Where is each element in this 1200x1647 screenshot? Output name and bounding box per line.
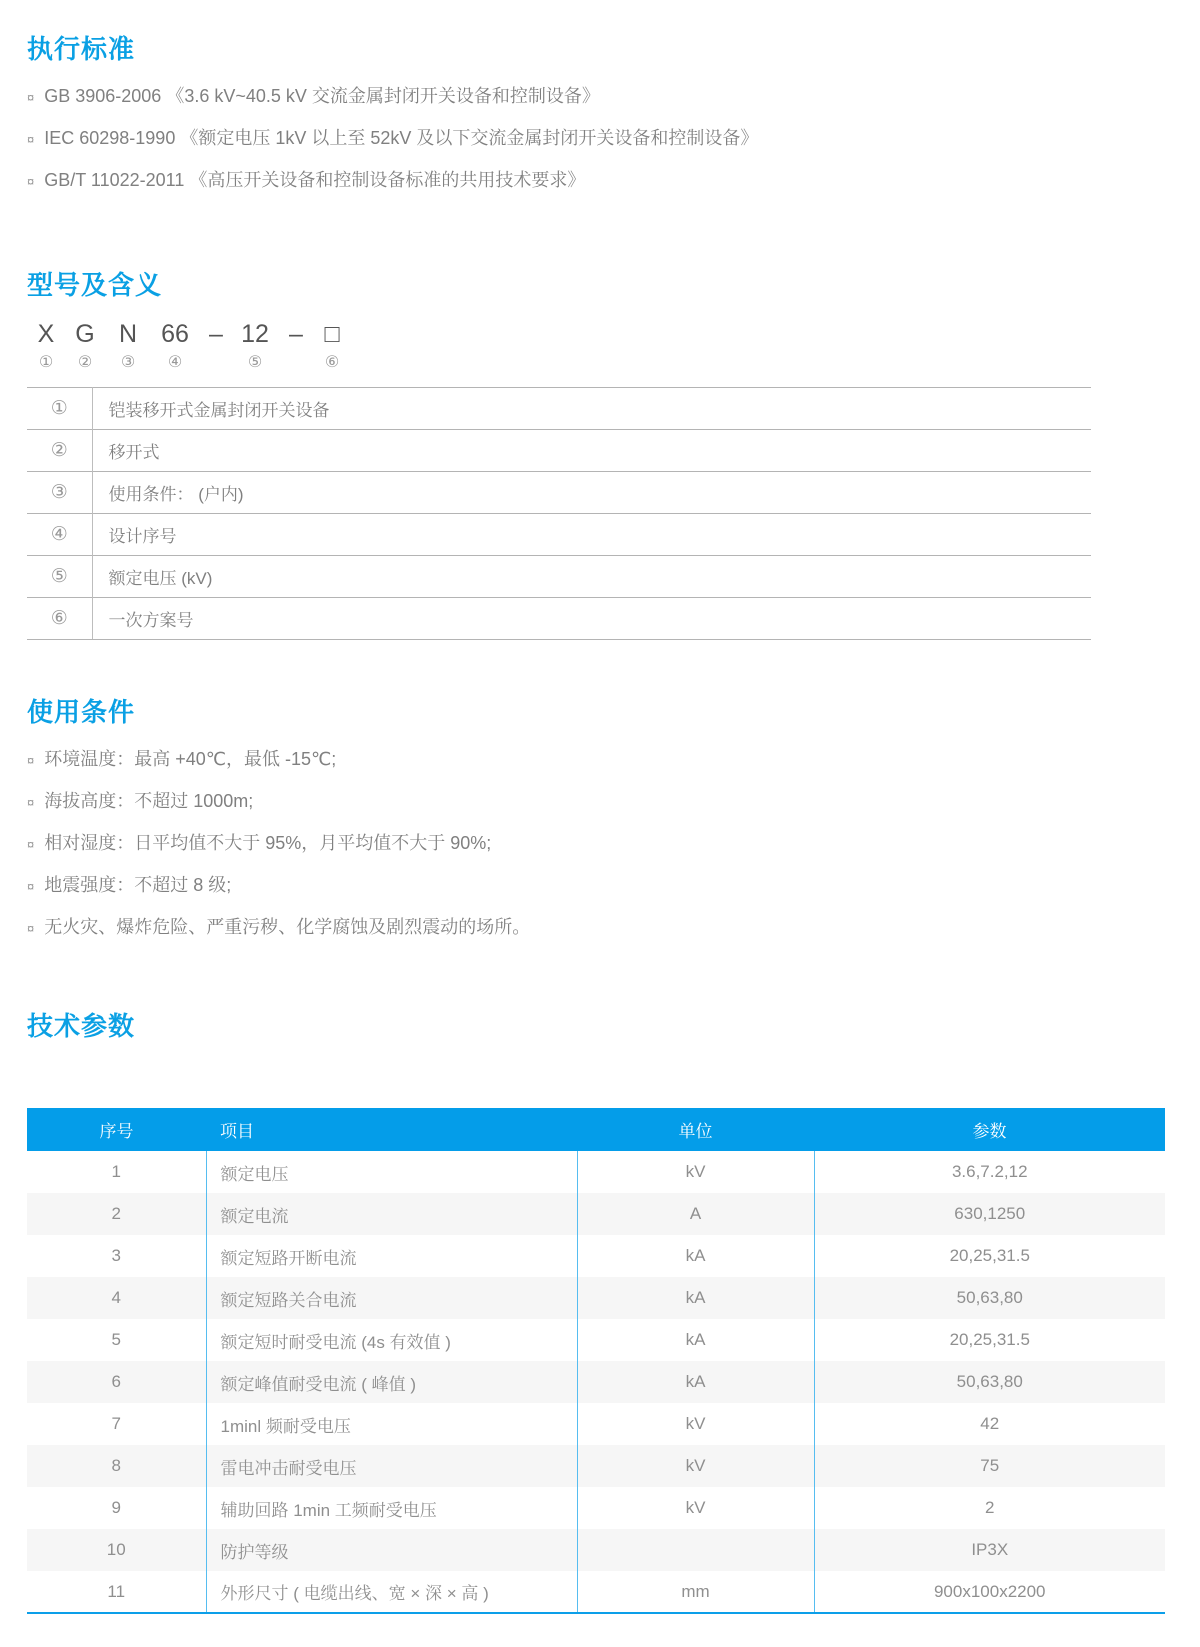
item-cell: 辅助回路 1min 工频耐受电压 [206,1487,577,1529]
table-row [27,1235,1165,1277]
item-cell: 额定短路开断电流 [206,1235,577,1277]
parameters-heading: 技术参数 [27,1011,136,1041]
item-cell: 雷电冲击耐受电压 [206,1445,577,1487]
standard-text: GB/T 11022-2011 《高压开关设备和控制设备标准的共用技术要求》 [44,170,586,190]
row-number: 2 [27,1193,206,1235]
conditions-list [27,750,1170,938]
model-heading: 型号及含义 [27,270,163,300]
model-segment [151,319,199,373]
unit-cell: kA [577,1277,814,1319]
row-number: 6 [27,1361,206,1403]
unit-cell: kV [577,1445,814,1487]
value-cell: 50,63,80 [956,1288,1023,1307]
value-cell: 630,1250 [954,1204,1026,1223]
list-item [27,792,1170,812]
model-code [27,319,1170,373]
unit-cell: kA [577,1319,814,1361]
table-row [27,1529,1165,1571]
model-meaning-table [27,387,1091,640]
bullet-icon: ¤ [27,90,35,105]
section-conditions [27,696,1170,938]
value-cell: 2 [985,1498,995,1517]
table-row [27,556,1091,598]
box-placeholder-symbol: □ [324,320,340,348]
item-cell: 1minl 频耐受电压 [206,1403,577,1445]
unit-cell: mm [577,1571,814,1613]
item-cell: 额定峰值耐受电流 ( 峰值 ) [206,1361,577,1403]
bullet-icon: ¤ [27,753,35,768]
bullet-icon: ¤ [27,132,35,147]
item-cell: 外形尺寸 ( 电缆出线、宽 × 深 × 高 ) [206,1571,577,1613]
circled-number: ③ [27,472,92,514]
unit-cell: kV [577,1151,814,1193]
value-cell: 50,63,80 [956,1372,1023,1391]
table-row [27,1277,1165,1319]
table-row [27,472,1091,514]
circled-number: ⑤ [247,354,263,371]
circled-number: ② [77,354,93,371]
standard-text: IEC 60298-1990 《额定电压 1kV 以上至 52kV 及以下交流金属封闭开关设备和控制设备》 [44,128,759,148]
bullet-icon: ¤ [27,837,35,852]
bullet-icon: ¤ [27,879,35,894]
circled-number: ① [38,354,54,371]
dash-separator: – [289,320,303,348]
table-row [27,598,1091,640]
bullet-icon: ¤ [27,174,35,189]
table-row [27,1319,1165,1361]
row-number: 11 [27,1571,206,1613]
unit-cell: A [577,1193,814,1235]
meaning-text: 一次方案号 [92,598,1091,640]
row-number: 1 [27,1151,206,1193]
model-symbol: 12 [241,320,269,348]
column-header: 参数 [814,1108,1165,1151]
list-item [27,171,1170,191]
bullet-icon: ¤ [27,921,35,936]
table-row [27,430,1091,472]
model-segment [233,319,277,373]
model-symbol: 66 [161,320,189,348]
model-segment [277,319,315,373]
value-cell: 20,25,31.5 [949,1246,1030,1265]
meaning-text: 铠装移开式金属封闭开关设备 [92,388,1091,430]
row-number: 10 [27,1529,206,1571]
item-cell: 额定电流 [206,1193,577,1235]
row-number: 9 [27,1487,206,1529]
value-cell: 75 [980,1456,1000,1475]
condition-text: 环境温度：最高 +40℃，最低 -15℃; [44,749,337,769]
circled-number: ④ [167,354,183,371]
item-cell: 额定短时耐受电流 (4s 有效值 ) [206,1319,577,1361]
value-cell: IP3X [971,1540,1009,1559]
circled-number: ⑥ [324,354,340,371]
model-segment [199,319,233,373]
table-header [27,1108,1165,1151]
section-standards [27,33,1170,191]
table-row [27,1151,1165,1193]
unit-cell: kV [577,1403,814,1445]
unit-cell [577,1529,814,1571]
table-row [27,1445,1165,1487]
model-segment [315,319,349,373]
standard-text: GB 3906-2006 《3.6 kV~40.5 kV 交流金属封闭开关设备和控制设备》 [44,86,600,106]
table-row [27,388,1091,430]
table-row [27,1193,1165,1235]
unit-cell: kA [577,1235,814,1277]
condition-text: 地震强度：不超过 8 级; [44,875,232,895]
column-header: 单位 [577,1108,814,1151]
model-symbol: N [118,320,138,348]
conditions-heading: 使用条件 [27,697,136,727]
list-item [27,87,1170,107]
meaning-text: 使用条件： (户内) [92,472,1091,514]
item-cell: 额定电压 [206,1151,577,1193]
circled-number: ⑥ [27,598,92,640]
circled-number: ⑤ [27,556,92,598]
model-segment [65,319,105,373]
circled-number: ① [27,388,92,430]
list-item [27,876,1170,896]
value-cell: 20,25,31.5 [949,1330,1030,1349]
condition-text: 相对湿度：日平均值不大于 95%，月平均值不大于 90%; [44,833,492,853]
list-item [27,750,1170,770]
dash-separator: – [209,320,223,348]
column-header: 序号 [27,1108,206,1151]
item-cell: 防护等级 [206,1529,577,1571]
section-model [27,269,1170,640]
meaning-text: 移开式 [92,430,1091,472]
item-cell: 额定短路关合电流 [206,1277,577,1319]
row-number: 7 [27,1403,206,1445]
value-cell: 42 [980,1414,1000,1433]
model-symbol: G [75,320,95,348]
meaning-text: 设计序号 [92,514,1091,556]
row-number: 3 [27,1235,206,1277]
value-cell: 3.6,7.2,12 [951,1162,1028,1181]
circled-number: ④ [27,514,92,556]
list-item [27,918,1170,938]
unit-cell: kV [577,1487,814,1529]
table-row [27,1487,1165,1529]
table-row [27,1361,1165,1403]
list-item [27,834,1170,854]
tech-parameters-table [27,1108,1165,1614]
bullet-icon: ¤ [27,795,35,810]
model-segment [27,319,65,373]
table-row [27,514,1091,556]
standards-heading: 执行标准 [27,34,136,64]
model-segment [105,319,151,373]
meaning-text: 额定电压 (kV) [92,556,1091,598]
table-row [27,1571,1165,1613]
row-number: 5 [27,1319,206,1361]
table-row [27,1403,1165,1445]
unit-cell: kA [577,1361,814,1403]
column-header: 项目 [206,1108,577,1151]
condition-text: 无火灾、爆炸危险、严重污秽、化学腐蚀及剧烈震动的场所。 [44,917,531,937]
row-number: 4 [27,1277,206,1319]
model-symbol: X [37,320,55,348]
standards-list [27,87,1170,191]
section-parameters [27,1010,1170,1614]
condition-text: 海拔高度：不超过 1000m; [44,791,254,811]
list-item [27,129,1170,149]
circled-number: ③ [120,354,136,371]
value-cell: 900x100x2200 [933,1581,1046,1601]
circled-number: ② [27,430,92,472]
table-header-row [27,1108,1165,1151]
row-number: 8 [27,1445,206,1487]
